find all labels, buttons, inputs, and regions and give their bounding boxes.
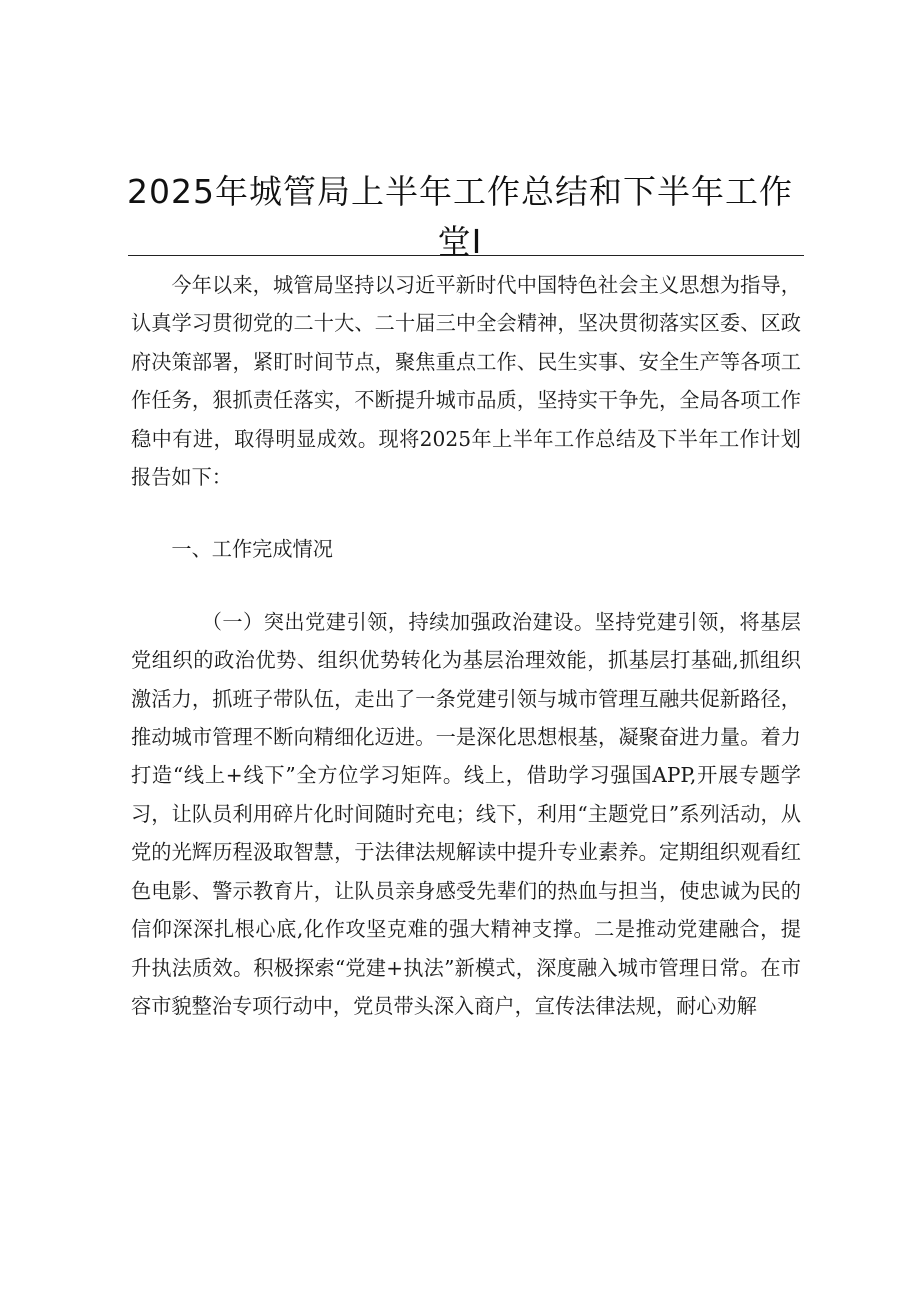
- section-heading: 一、工作完成情况: [171, 537, 333, 562]
- section-paragraph: （一）突出党建引领，持续加强政治建设。坚持党建引领，将基层党组织的政治优势、组织优势转化为基层治理效能，抓基层打基础,抓组织激活力，抓班子带队伍，走出了一条党建引领与城市管理互融共促新路径，推动城市管理不断向精细化迈进。一是深化思想根基，凝聚奋进力量。着力打造“线上+线下”全方位学习矩阵。线上，借助学习强国APP,开展专题学习，让队员利用碎片化时间随时充电；线下，利用“主题党日”系列活动，从党的光辉历程汲取智慧，于法律法规解读中提升专业素养。定期组织观看红色电影、警示教育片，让队员亲身感受先辈们的热血与担当，使忠诚为民的信仰深深扎根心底,化作攻坚克难的强大精神支撑。二是推动党建融合，提升执法质效。积极探索“党建+执法”新模式，深度融入城市管理日常。在市容市貌整治专项行动中，党员带头深入商户，宣传法律法规，耐心劝解: [131, 609, 801, 1018]
- document-body: [131, 266, 801, 1025]
- document-title-line-1: 2025年城管局上半年工作总结和下半年工作: [127, 172, 793, 211]
- title-divider: [128, 255, 804, 256]
- document-title-line-2: 堂I: [437, 222, 483, 261]
- intro-paragraph: 今年以来，城管局坚持以习近平新时代中国特色社会主义思想为指导，认真学习贯彻党的二十大、二十届三中全会精神，坚决贯彻落实区委、区政府决策部署，紧盯时间节点，聚焦重点工作、民生实事、安全生产等各项工作任务，狠抓责任落实，不断提升城市品质，坚持实干争先，全局各项工作稳中有进，取得明显成效。现将2025年上半年工作总结及下半年工作计划报告如下：: [131, 273, 801, 490]
